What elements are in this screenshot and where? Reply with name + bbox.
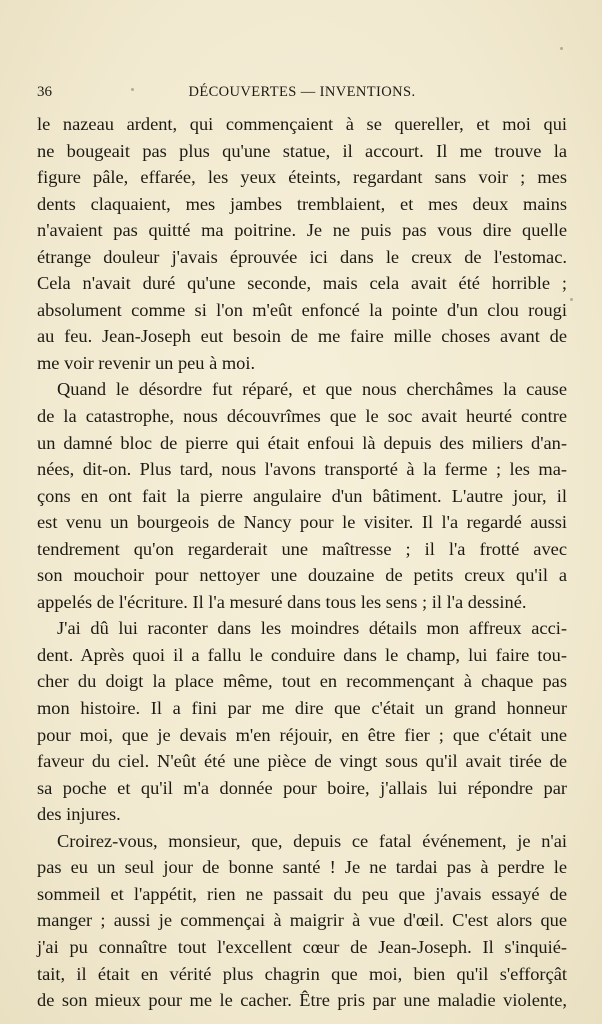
text-line: me voir revenir un peu à moi.: [37, 352, 256, 373]
text-line: pour moi, que je devais m'en réjouir, en être fier ; que c'était une: [37, 724, 567, 745]
text-line: Croirez-vous, monsieur, que, depuis ce fatal événement, je n'ai: [57, 830, 567, 851]
text-line: tendrement qu'on regarderait une maîtresse ; il l'a frotté avec: [37, 538, 567, 559]
text-line: des injures.: [37, 804, 121, 825]
running-head: DÉCOUVERTES — INVENTIONS.: [188, 84, 416, 100]
text-line: mon histoire. Il a fini par me dire que c'était un grand honneur: [37, 698, 567, 719]
text-line: absolument comme si l'on m'eût enfoncé la pointe d'un clou rougi: [37, 299, 567, 320]
text-line: çons en ont fait la pierre angulaire d'un bâtiment. L'autre jour, il: [37, 485, 567, 506]
text-line: est venu un bourgeois de Nancy pour le visiter. Il l'a regardé aussi: [37, 512, 567, 533]
text-line: sa poche et qu'il m'a donnée pour boire, j'allais lui répondre par: [37, 777, 567, 798]
text-line: de son mieux pour me le cacher. Être pris par une maladie violente,: [37, 990, 567, 1011]
text-line: sommeil et l'appétit, rien ne passait du peu que j'avais essayé de: [37, 883, 567, 904]
text-line: étrange douleur j'avais éprouvée ici dans le creux de l'estomac.: [37, 246, 567, 267]
text-line: appelés de l'écriture. Il l'a mesuré dans tous les sens ; il l'a dessiné.: [37, 591, 527, 612]
page-header: [37, 84, 567, 106]
text-line: tait, il était en vérité plus chagrin que moi, bien qu'il s'efforçât: [37, 963, 567, 984]
text-line: faveur du ciel. N'eût été une pièce de vingt sous qu'il avait tirée de: [37, 751, 567, 772]
text-line: j'ai pu connaître tout l'excellent cœur de Jean-Joseph. Il s'inquié-: [37, 936, 567, 957]
text-line: J'ai dû lui raconter dans les moindres détails mon affreux acci-: [57, 618, 567, 639]
text-line: son mouchoir pour nettoyer une douzaine de petits creux qu'il a: [37, 565, 567, 586]
text-line: Cela n'avait duré qu'une seconde, mais cela avait été horrible ;: [37, 273, 567, 294]
text-line: dent. Après quoi il a fallu le conduire dans le champ, lui faire tou-: [37, 644, 567, 665]
paper-speck: [560, 47, 563, 50]
text-line: cher du doigt la place même, tout en recommençant à chaque pas: [37, 671, 567, 692]
text-line: le nazeau ardent, qui commençaient à se quereller, et moi qui: [37, 114, 567, 134]
text-line: manger ; aussi je commençai à maigrir à vue d'œil. C'est alors que: [37, 910, 567, 931]
text-line: dents claquaient, mes jambes tremblaient, et mes deux mains: [37, 193, 567, 214]
text-line: n'avaient pas quitté ma poitrine. Je ne puis pas vous dire quelle: [37, 220, 567, 241]
text-line: figure pâle, effarée, les yeux éteints, regardant sans voir ; mes: [37, 167, 567, 188]
paper-speck: [570, 298, 573, 301]
text-line: pas eu un seul jour de bonne santé ! Je ne tardai pas à perdre le: [37, 857, 567, 878]
page-number: 36: [37, 84, 52, 100]
text-line: au feu. Jean-Joseph eut besoin de me faire mille choses avant de: [37, 326, 567, 347]
text-line: un damné bloc de pierre qui était enfoui là depuis des miliers d'an-: [37, 432, 567, 453]
text-line: Quand le désordre fut réparé, et que nous cherchâmes la cause: [57, 379, 567, 400]
text-line: nées, dit-on. Plus tard, nous l'avons transporté à la ferme ; les ma-: [37, 459, 567, 480]
text-line: de la catastrophe, nous découvrîmes que le soc avait heurté contre: [37, 406, 567, 427]
text-line: ne bougeait pas plus qu'une statue, il accourt. Il me trouve la: [37, 140, 567, 161]
body-text: [37, 111, 567, 1014]
